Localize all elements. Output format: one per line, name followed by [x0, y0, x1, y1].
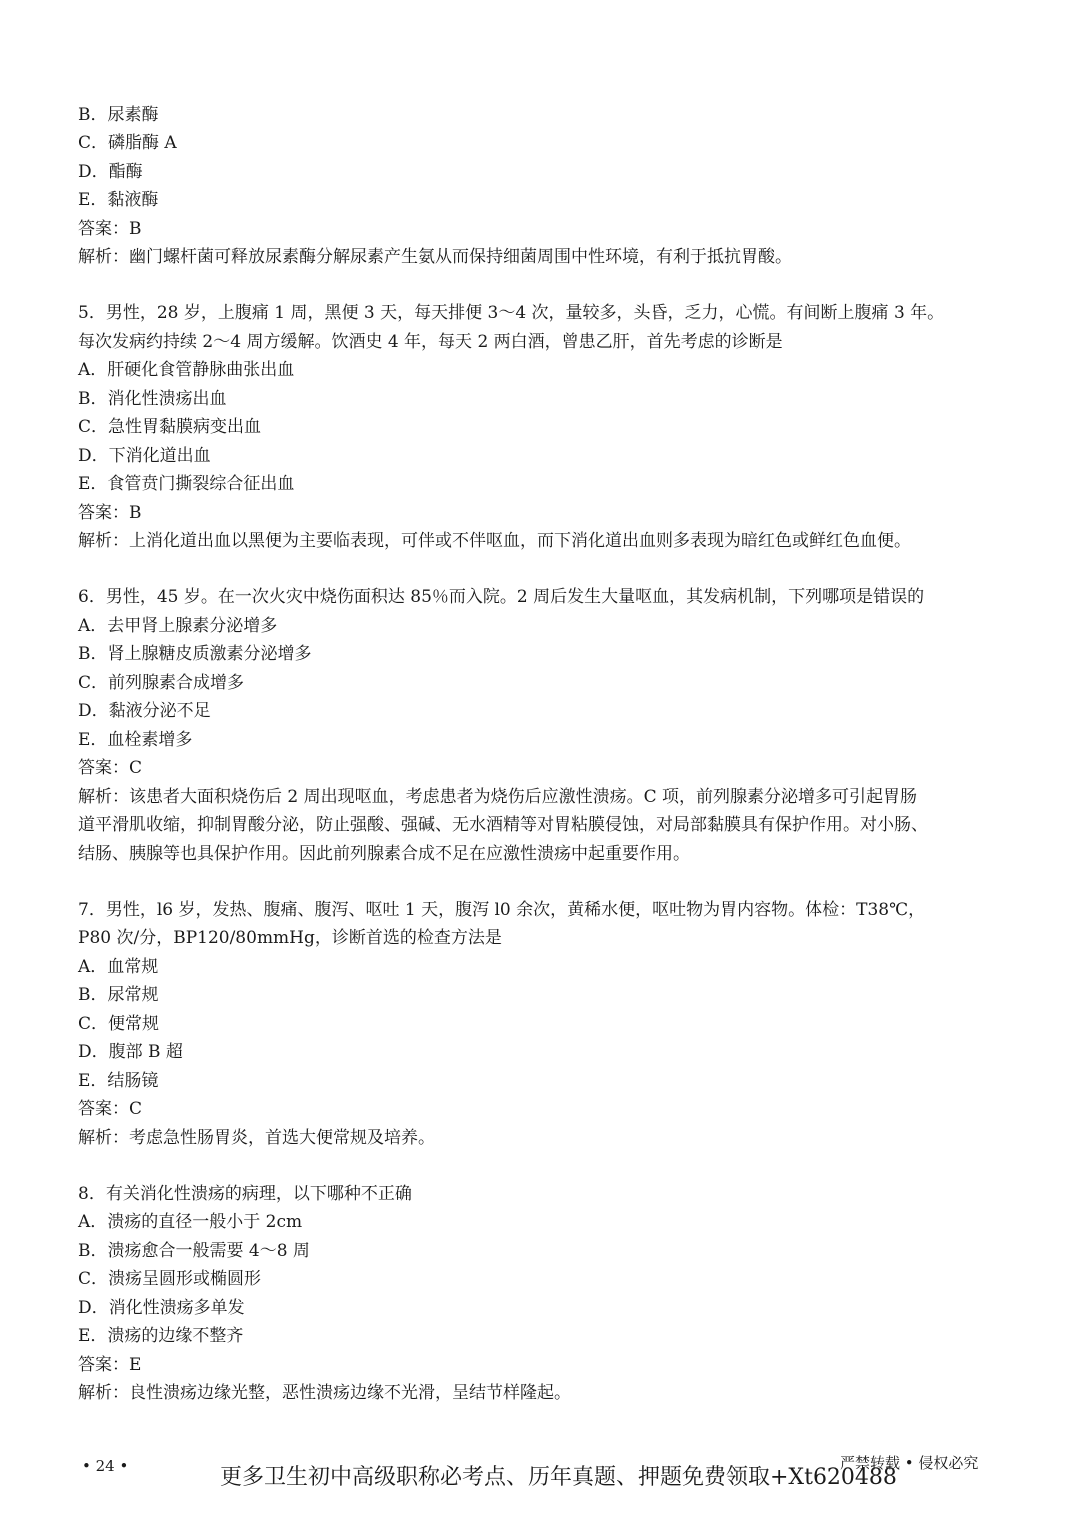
q8-option-e: E．溃疡的边缘不整齐	[78, 1326, 244, 1346]
q7-option-a: A．血常规	[78, 957, 159, 977]
q8-answer: 答案：E	[78, 1355, 142, 1375]
q5-option-a: A．肝硬化食管静脉曲张出血	[78, 360, 295, 380]
q5-stem-line-1: 5．男性，28 岁，上腹痛 1 周，黑便 3 天，每天排便 3～4 次，量较多，头昏，乏力，心慌。有间断上腹痛 3 年。	[78, 303, 945, 323]
q7-answer: 答案：C	[78, 1099, 143, 1119]
promo-banner: 更多卫生初中高级职称必考点、历年真题、押题免费领取+Xt620488	[220, 1465, 897, 1490]
q5-stem-line-2: 每次发病约持续 2～4 周方缓解。饮酒史 4 年，每天 2 两白酒，曾患乙肝，首先考虑的诊断是	[78, 332, 783, 352]
q8-option-d: D．消化性溃疡多单发	[78, 1298, 245, 1318]
q6-option-b: B．肾上腺糖皮质激素分泌增多	[78, 644, 312, 664]
q6-answer: 答案：C	[78, 758, 143, 778]
q4-answer: 答案：B	[78, 219, 142, 239]
q6-analysis-line-2: 道平滑肌收缩，抑制胃酸分泌，防止强酸、强碱、无水酒精等对胃粘膜侵蚀，对局部黏膜具有保护作用。对小肠、	[78, 815, 928, 835]
q7-stem-line-2: P80 次/分，BP120/80mmHg，诊断首选的检查方法是	[78, 928, 502, 948]
q8-option-a: A．溃疡的直径一般小于 2cm	[78, 1212, 303, 1232]
q5-option-d: D．下消化道出血	[78, 446, 211, 466]
q6-analysis-line-3: 结肠、胰腺等也具保护作用。因此前列腺素合成不足在应激性溃疡中起重要作用。	[78, 844, 690, 864]
q7-analysis: 解析：考虑急性肠胃炎，首选大便常规及培养。	[78, 1128, 435, 1148]
q7-option-b: B．尿常规	[78, 985, 159, 1005]
q6-option-c: C．前列腺素合成增多	[78, 673, 245, 693]
page-number: • 24 •	[82, 1457, 129, 1475]
q4-option-d: D．酯酶	[78, 162, 143, 182]
q5-answer: 答案：B	[78, 503, 142, 523]
q4-option-b: B．尿素酶	[78, 105, 159, 125]
q6-stem: 6．男性，45 岁。在一次火灾中烧伤面积达 85％而入院。2 周后发生大量呕血，其发病机制，下列哪项是错误的	[78, 587, 925, 607]
q8-stem: 8．有关消化性溃疡的病理，以下哪种不正确	[78, 1184, 412, 1204]
q8-option-b: B．溃疡愈合一般需要 4～8 周	[78, 1241, 310, 1261]
q6-analysis-line-1: 解析：该患者大面积烧伤后 2 周出现呕血，考虑患者为烧伤后应激性溃疡。C 项，前列腺素分泌增多可引起胃肠	[78, 787, 918, 807]
q7-stem-line-1: 7．男性，l6 岁，发热、腹痛、腹泻、呕吐 1 天，腹泻 l0 余次，黄稀水便，呕吐物为胃内容物。体检：T38℃，	[78, 900, 926, 920]
q8-analysis: 解析：良性溃疡边缘光整，恶性溃疡边缘不光滑，呈结节样隆起。	[78, 1383, 571, 1403]
q4-option-c: C．磷脂酶 A	[78, 133, 177, 153]
q6-option-a: A．去甲肾上腺素分泌增多	[78, 616, 278, 636]
q5-analysis: 解析：上消化道出血以黑便为主要临表现，可伴或不伴呕血，而下消化道出血则多表现为暗红色或鲜红色血便。	[78, 531, 911, 551]
q7-option-c: C．便常规	[78, 1014, 160, 1034]
q6-option-e: E．血栓素增多	[78, 730, 193, 750]
q4-analysis: 解析：幽门螺杆菌可释放尿素酶分解尿素产生氨从而保持细菌周围中性环境，有利于抵抗胃酸。	[78, 247, 792, 267]
copyright-notice: 严禁转载 • 侵权必究	[840, 1454, 979, 1472]
q5-option-c: C．急性胃黏膜病变出血	[78, 417, 262, 437]
q6-option-d: D．黏液分泌不足	[78, 701, 211, 721]
q8-option-c: C．溃疡呈圆形或椭圆形	[78, 1269, 262, 1289]
q7-option-e: E．结肠镜	[78, 1071, 159, 1091]
q5-option-e: E．食管贲门撕裂综合征出血	[78, 474, 295, 494]
q7-option-d: D．腹部 B 超	[78, 1042, 183, 1062]
q5-option-b: B．消化性溃疡出血	[78, 389, 227, 409]
q4-option-e: E．黏液酶	[78, 190, 159, 210]
